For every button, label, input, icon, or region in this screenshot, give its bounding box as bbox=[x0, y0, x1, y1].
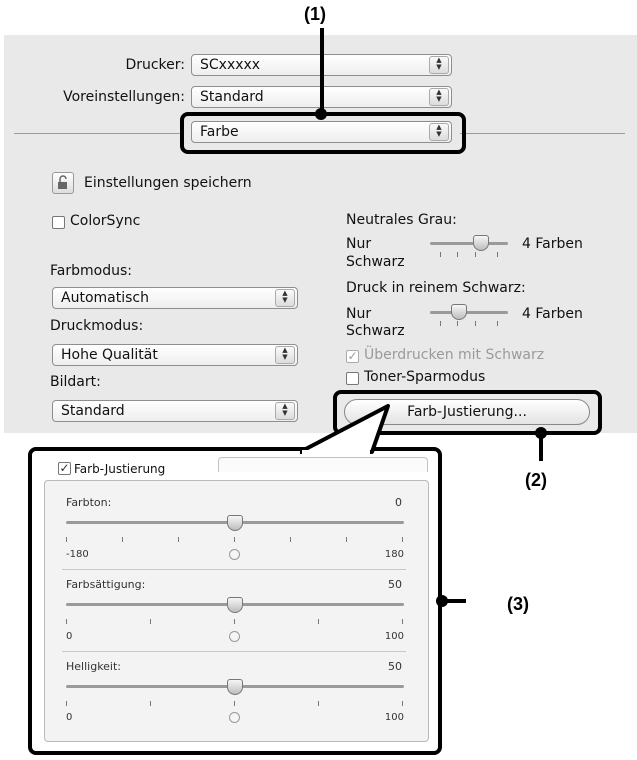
saturation-value: 50 bbox=[388, 578, 402, 591]
tick bbox=[66, 619, 67, 624]
colorsync-label: ColorSync bbox=[70, 213, 141, 229]
pane-value: Farbe bbox=[200, 124, 239, 140]
callout-dot-3 bbox=[436, 595, 448, 607]
tick bbox=[457, 252, 458, 257]
pure-black-slider-thumb[interactable] bbox=[451, 304, 467, 320]
divider bbox=[62, 651, 406, 652]
tick bbox=[150, 619, 151, 624]
callout-label-3: (3) bbox=[507, 594, 529, 614]
tick bbox=[402, 701, 403, 706]
popup-arrows-icon: ▲ ▼ bbox=[275, 402, 295, 420]
popup-arrows-icon: ▲ ▼ bbox=[275, 346, 295, 364]
hue-max: 180 bbox=[384, 549, 404, 560]
callout-label-2: (2) bbox=[525, 470, 547, 490]
toner-save-checkbox[interactable] bbox=[346, 372, 359, 385]
saturation-min: 0 bbox=[66, 631, 73, 642]
save-settings-label: Einstellungen speichern bbox=[84, 175, 252, 191]
lock-icon[interactable] bbox=[52, 172, 74, 194]
tick bbox=[402, 619, 403, 624]
neutral-gray-left-2: Schwarz bbox=[346, 254, 405, 270]
saturation-label: Farbsättigung: bbox=[66, 578, 146, 591]
print-mode-popup[interactable] bbox=[52, 344, 298, 366]
color-mode-label: Farbmodus: bbox=[50, 263, 132, 279]
pure-black-label: Druck in reinem Schwarz: bbox=[346, 280, 526, 296]
tick bbox=[346, 537, 347, 542]
pure-black-track[interactable] bbox=[430, 311, 508, 314]
color-mode-popup[interactable] bbox=[52, 287, 298, 309]
pure-black-left-1: Nur bbox=[346, 306, 372, 322]
tick bbox=[318, 701, 319, 706]
tick bbox=[178, 537, 179, 542]
overprint-label: Überdrucken mit Schwarz bbox=[364, 347, 545, 363]
popup-arrows-icon: ▲ ▼ bbox=[275, 289, 295, 307]
brightness-reset-icon[interactable] bbox=[229, 712, 240, 723]
callout-line-2 bbox=[539, 433, 543, 461]
brightness-value: 50 bbox=[388, 660, 402, 673]
brightness-label: Helligkeit: bbox=[66, 660, 122, 673]
presets-value: Standard bbox=[200, 89, 264, 105]
saturation-reset-icon[interactable] bbox=[229, 631, 240, 642]
brightness-slider-thumb[interactable] bbox=[227, 679, 243, 695]
color-adjust-button[interactable]: Farb-Justierung... bbox=[344, 399, 590, 425]
tick bbox=[402, 537, 403, 542]
hue-slider-thumb[interactable] bbox=[227, 515, 243, 531]
callout-label-1: (1) bbox=[304, 4, 326, 24]
adjust-tab-header bbox=[218, 457, 428, 472]
printer-label: Drucker: bbox=[125, 57, 185, 73]
popup-arrows-icon: ▲ ▼ bbox=[429, 123, 449, 141]
tick bbox=[234, 619, 235, 624]
image-type-value: Standard bbox=[61, 403, 125, 419]
tick bbox=[440, 321, 441, 326]
saturation-max: 100 bbox=[384, 631, 404, 642]
tick bbox=[497, 252, 498, 257]
divider bbox=[62, 569, 406, 570]
hue-value: 0 bbox=[395, 496, 402, 509]
brightness-min: 0 bbox=[66, 712, 73, 723]
adjust-checkbox[interactable]: ✓ bbox=[59, 461, 70, 475]
brightness-max: 100 bbox=[384, 712, 404, 723]
tick bbox=[475, 321, 476, 326]
presets-label: Voreinstellungen: bbox=[63, 89, 185, 105]
neutral-gray-right: 4 Farben bbox=[522, 236, 583, 252]
hue-min: -180 bbox=[66, 549, 89, 560]
overprint-checkbox[interactable]: ✓ bbox=[347, 349, 358, 363]
tick bbox=[66, 701, 67, 706]
toner-save-label: Toner-Sparmodus bbox=[364, 369, 486, 385]
callout-line-1 bbox=[320, 28, 324, 114]
color-mode-value: Automatisch bbox=[61, 290, 149, 306]
popup-arrows-icon: ▲ ▼ bbox=[429, 56, 449, 74]
tick bbox=[457, 321, 458, 326]
callout-dot-1 bbox=[315, 108, 327, 120]
hue-reset-icon[interactable] bbox=[229, 549, 240, 560]
colorsync-checkbox[interactable] bbox=[52, 216, 65, 229]
popup-arrows-icon: ▲ ▼ bbox=[429, 88, 449, 106]
image-type-label: Bildart: bbox=[50, 374, 101, 390]
hue-label: Farbton: bbox=[66, 496, 112, 509]
neutral-gray-left-1: Nur bbox=[346, 236, 372, 252]
adjust-checkbox-label: Farb-Justierung bbox=[74, 462, 166, 476]
saturation-slider-thumb[interactable] bbox=[227, 597, 243, 613]
tick bbox=[234, 701, 235, 706]
printer-value: SCxxxxx bbox=[200, 57, 261, 73]
pure-black-right: 4 Farben bbox=[522, 306, 583, 322]
print-mode-label: Druckmodus: bbox=[50, 318, 144, 334]
neutral-gray-label: Neutrales Grau: bbox=[346, 212, 457, 228]
neutral-gray-track[interactable] bbox=[430, 242, 508, 245]
tick bbox=[475, 252, 476, 257]
tick bbox=[318, 619, 319, 624]
tick bbox=[150, 701, 151, 706]
image-type-popup[interactable] bbox=[52, 400, 298, 422]
callout-pointer-3 bbox=[300, 400, 410, 454]
separator-left bbox=[14, 133, 180, 134]
tick bbox=[122, 537, 123, 542]
tick bbox=[440, 252, 441, 257]
pure-black-left-2: Schwarz bbox=[346, 323, 405, 339]
neutral-gray-slider-thumb[interactable] bbox=[473, 235, 489, 251]
tick bbox=[290, 537, 291, 542]
tick bbox=[497, 321, 498, 326]
tick bbox=[66, 537, 67, 542]
separator-right bbox=[460, 133, 625, 134]
tick bbox=[234, 537, 235, 542]
print-mode-value: Hohe Qualität bbox=[61, 347, 158, 363]
